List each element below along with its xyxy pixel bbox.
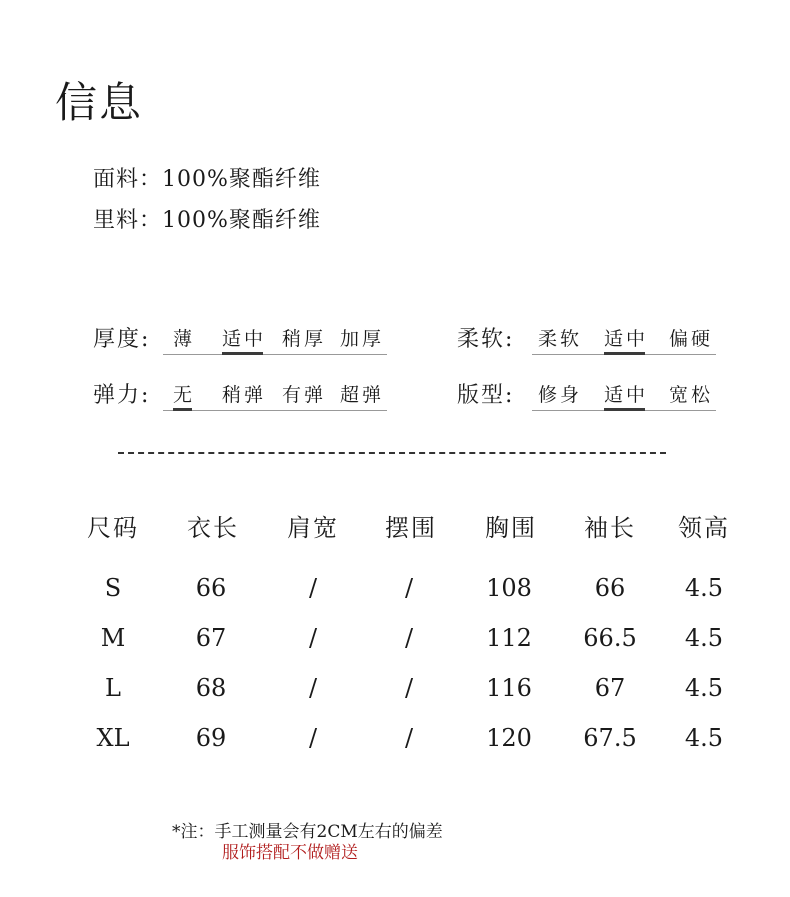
table-cell: 4.5 [684,724,724,752]
table-cell: / [308,724,318,752]
softness-options [532,324,716,355]
thickness-option-medium: 适中 [222,324,266,351]
table-cell: 4.5 [684,624,724,652]
table-cell: 69 [195,724,227,752]
fabric-outer-label: 面料 [93,167,140,192]
elasticity-option-none: 无 [173,380,195,407]
thickness-option-thick: 加厚 [340,328,385,350]
softness-option-stiff: 偏硬 [669,328,714,350]
header-length: 衣长 [187,514,239,542]
gift-note: 服饰搭配不做赠送 [222,843,358,863]
table-cell: 66 [594,574,626,602]
table-cell: / [308,674,318,702]
table-cell: 4.5 [684,674,724,702]
table-cell: 116 [486,674,532,702]
elasticity-label: 弹力: [93,383,151,408]
thickness-label: 厚度: [93,327,151,352]
thickness-option-thin: 薄 [173,328,196,350]
thickness-option-slightly-thick: 稍厚 [282,328,327,350]
table-cell: 66 [195,574,227,602]
table-cell: 66.5 [583,624,637,652]
elasticity-option-slight: 稍弹 [222,384,267,406]
table-cell: / [404,724,414,752]
section-divider [118,452,666,454]
fabric-outer-separator: ： [139,167,163,192]
softness-label: 柔软: [457,327,515,352]
table-cell: / [404,624,414,652]
header-hem: 摆围 [385,514,437,542]
fabric-outer-row [93,162,321,193]
table-cell: 67 [195,624,227,652]
fit-option-slim: 修身 [538,384,583,406]
header-size: 尺码 [87,514,139,542]
table-cell: 108 [486,574,532,602]
thickness-options [163,324,387,355]
table-cell: / [308,574,318,602]
table-cell: / [404,674,414,702]
table-cell: M [100,624,126,652]
softness-option-medium: 适中 [604,324,648,351]
fabric-outer-value: 100%聚酯纤维 [162,167,321,192]
fabric-lining-label: 里料 [93,208,140,233]
fabric-lining-value: 100%聚酯纤维 [162,208,321,233]
elasticity-option-stretchy: 有弹 [282,384,327,406]
table-cell: / [308,624,318,652]
table-cell: S [104,574,122,602]
softness-option-soft: 柔软 [538,328,583,350]
fit-label: 版型: [457,383,515,408]
header-shoulder: 肩宽 [287,514,339,542]
page-title: 信息 [55,78,144,127]
table-cell: 4.5 [684,574,724,602]
fit-options [532,380,716,411]
header-collar: 领高 [678,514,730,542]
table-cell: 68 [195,674,227,702]
header-sleeve: 袖长 [584,514,636,542]
table-cell: 112 [486,624,532,652]
table-cell: L [105,674,121,702]
fabric-lining-separator: ： [139,208,163,233]
fabric-lining-row [93,203,321,234]
table-cell: 67.5 [583,724,637,752]
elasticity-options [163,380,387,411]
measurement-note: *注：手工测量会有2CM左右的偏差 [172,822,443,842]
table-cell: 120 [486,724,532,752]
fit-option-regular: 适中 [604,380,648,407]
header-chest: 胸围 [485,514,537,542]
elasticity-option-super: 超弹 [340,384,385,406]
table-cell: / [404,574,414,602]
fit-option-loose: 宽松 [669,384,714,406]
table-cell: 67 [594,674,626,702]
table-cell: XL [96,724,130,752]
